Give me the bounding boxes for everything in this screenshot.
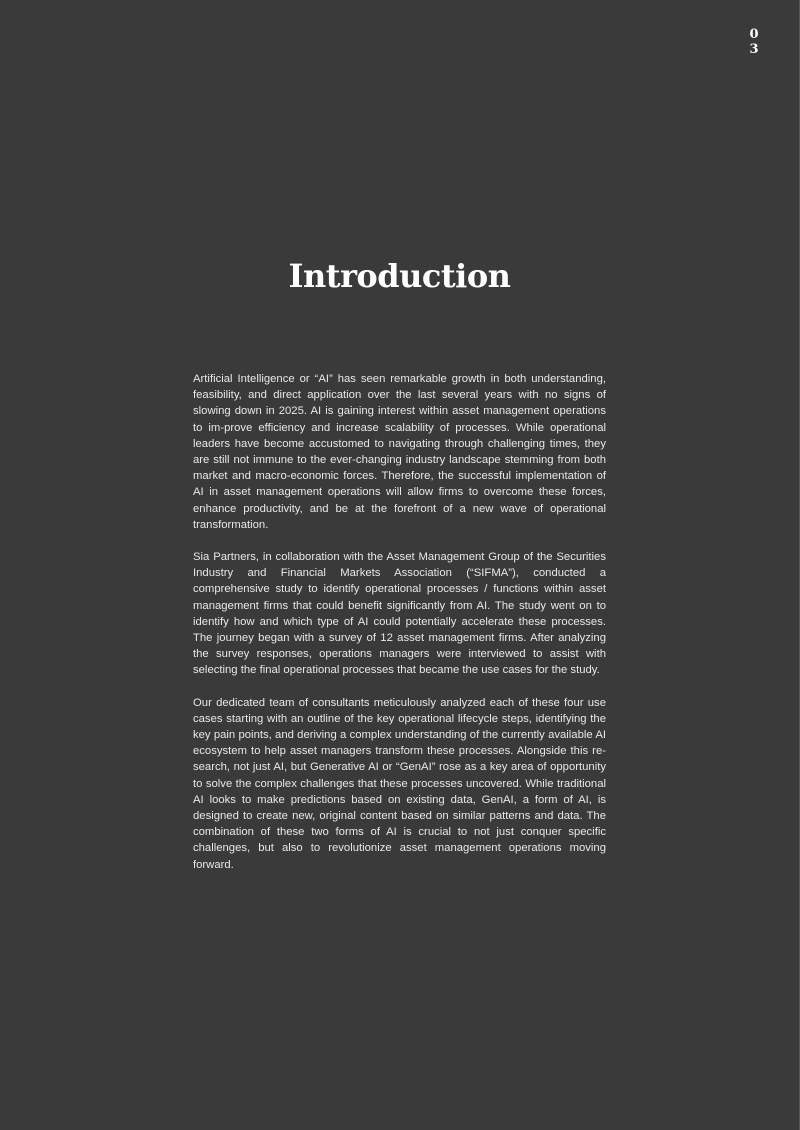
paragraph: Artificial Intelligence or “AI” has seen remarkable growth in both understanding, feasibility, and direct application over the last several years with no signs of slowing down in 2025. AI is gaining interest within asset management operations to im-prove efficiency and increase scalability of processes. While operational leaders have become accustomed to navigating through challenging times, they are still not immune to the ever-changing industry landscape stemming from both market and macro-economic forces. Therefore, the successful implementation of AI in asset management operations will allow firms to overcome these forces, enhance productivity, and be at the forefront of a new wave of operational transformation. — [193, 373, 606, 531]
page-title: Introduction — [288, 257, 511, 295]
page-number-digit: 3 — [749, 42, 759, 57]
page-number — [747, 27, 761, 57]
paragraph: Our dedicated team of consultants meticulously analyzed each of these four use cases starting with an outline of the key operational lifecycle steps, identifying the key pain points, and deriving a complex understanding of the currently available AI ecosystem to help asset managers transform these processes. Alongside this re-search, not just AI, but Generative AI or “GenAI” rose as a key area of opportunity to solve the complex challenges that these processes uncovered. While traditional AI looks to make predictions based on existing data, GenAI, a form of AI, is designed to create new, original content based on similar patterns and data. The combination of these two forms of AI is crucial to not just conquer specific challenges, but also to revolutionize asset management operations moving forward. — [193, 696, 606, 871]
body-text — [193, 371, 606, 889]
page-number-digit: 0 — [749, 27, 759, 42]
paragraph: Sia Partners, in collaboration with the Asset Management Group of the Securities Industry and Financial Markets Association (“SIFMA”), conducted a comprehensive study to identify operational processes / functions within asset management firms that could benefit significantly from AI. The study went on to identify how and which type of AI could potentially accelerate these processes. The journey began with a survey of 12 asset management firms. After analyzing the survey responses, operations managers were interviewed to assist with selecting the final operational processes that became the use cases for the study. — [193, 551, 606, 677]
